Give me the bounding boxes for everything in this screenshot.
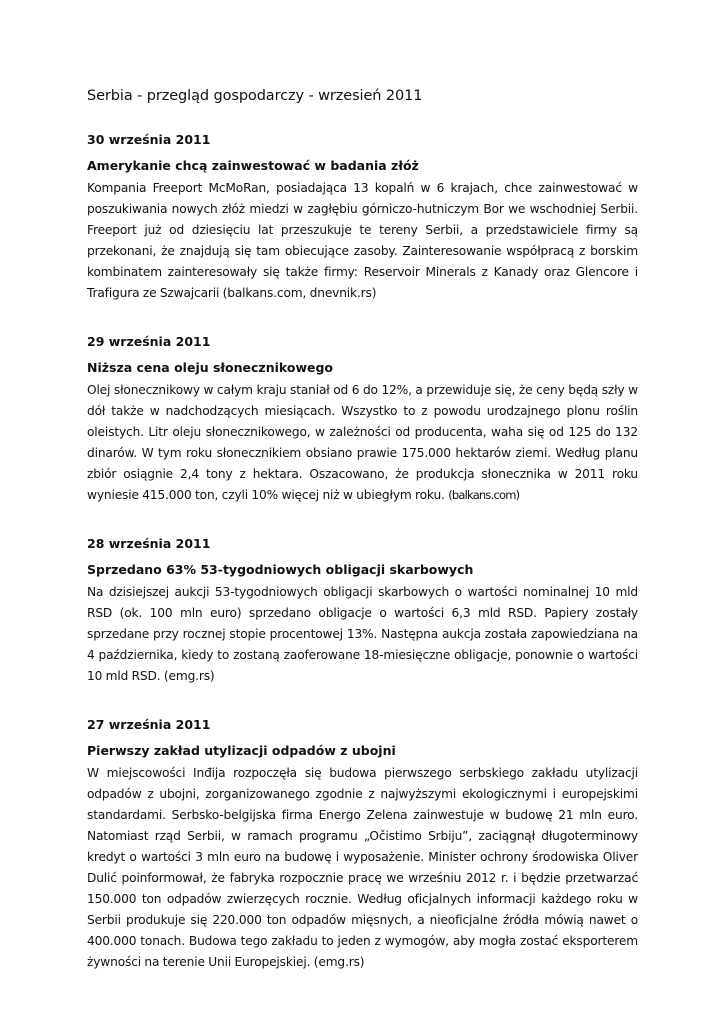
entry-date: 27 września 2011 bbox=[87, 717, 211, 732]
entry-date: 28 września 2011 bbox=[87, 536, 211, 551]
news-entry bbox=[87, 536, 638, 687]
entry-source: (balkans.com) bbox=[448, 488, 520, 502]
entry-date: 29 września 2011 bbox=[87, 334, 211, 349]
news-entry bbox=[87, 334, 638, 506]
entry-date: 30 września 2011 bbox=[87, 132, 211, 147]
news-entry bbox=[87, 717, 638, 973]
document-page bbox=[87, 88, 638, 1003]
entry-body: Kompania Freeport McMoRan, posiadająca 13 kopalń w 6 krajach, chce zainwestować w poszukiwania nowych złóż miedzi w zagłębiu górniczo-hutniczym Bor we wschodniej Serbii. Freeport już od dziesięciu lat przeszukuje te tereny Serbii, a przedstawiciele firmy są przekonani, że znajdują się tam obiecujące zasoby. Zainteresowanie współpracą z borskim kombinatem zainteresowały się także firmy: Reservoir Minerals z Kanady oraz Glencore i Trafigura ze Szwajcarii (balkans.com, dnevnik.rs) bbox=[87, 181, 638, 300]
entry-body: Olej słonecznikowy w całym kraju staniał od 6 do 12%, a przewiduje się, że ceny będą szły w dół także w nadchodzących miesiącach. Wszystko to z powodu urodzajnego plonu roślin oleistych. Litr oleju słonecznikowego, w zależności od producenta, waha się od 125 do 132 dinarów. W tym roku słonecznikiem obsiano prawie 175.000 hektarów ziemi. Według planu zbiór osiągnie 2,4 tony z hektara. Oszacowano, że produkcja słonecznika w 2011 roku wyniesie 415.000 ton, czyli 10% więcej niż w ubiegłym roku. bbox=[87, 383, 638, 502]
entry-headline: Amerykanie chcą zainwestować w badania złóż bbox=[87, 158, 419, 173]
entry-body: W miejscowości Inđija rozpoczęła się budowa pierwszego serbskiego zakładu utylizacji odpadów z ubojni, zorganizowanego zgodnie z najwyższymi ekologicznymi i europejskimi standardami. Serbsko-belgijska firma Energo Zelena zainwestuje w budowę 21 mln euro. Natomiast rząd Serbii, w ramach programu „Očistimo Srbiju”, zaciągnął długoterminowy kredyt o wartości 3 mln euro na budowę i wyposażenie. Minister ochrony środowiska Oliver Dulić poinformował, że fabryka rozpocznie pracę we wrześniu 2012 r. i będzie przetwarzać 150.000 ton odpadów zwierzęcych rocznie. Według oficjalnych informacji każdego roku w Serbii produkuje się 220.000 ton odpadów mięsnych, a nieoficjalne źródła mówią nawet o 400.000 tonach. Budowa tego zakładu to jeden z wymogów, aby mogła zostać eksporterem żywności na terenie Unii Europejskiej. (emg.rs) bbox=[87, 766, 638, 969]
entry-headline: Niższa cena oleju słonecznikowego bbox=[87, 360, 334, 375]
entry-headline: Pierwszy zakład utylizacji odpadów z ubojni bbox=[87, 743, 396, 758]
news-entry bbox=[87, 132, 638, 304]
entry-headline: Sprzedano 63% 53-tygodniowych obligacji skarbowych bbox=[87, 562, 474, 577]
entry-body: Na dzisiejszej aukcji 53-tygodniowych obligacji skarbowych o wartości nominalnej 10 mld RSD (ok. 100 mln euro) sprzedano obligacje o wartości 6,3 mld RSD. Papiery zostały sprzedane przy rocznej stopie procentowej 13%. Następna aukcja została zapowiedziana na 4 października, kiedy to zostaną zaoferowane 18-miesięczne obligacje, ponownie o wartości 10 mld RSD. (emg.rs) bbox=[87, 585, 638, 683]
entry-body-container bbox=[87, 380, 638, 506]
document-title: Serbia - przegląd gospodarczy - wrzesień 2011 bbox=[87, 88, 423, 104]
